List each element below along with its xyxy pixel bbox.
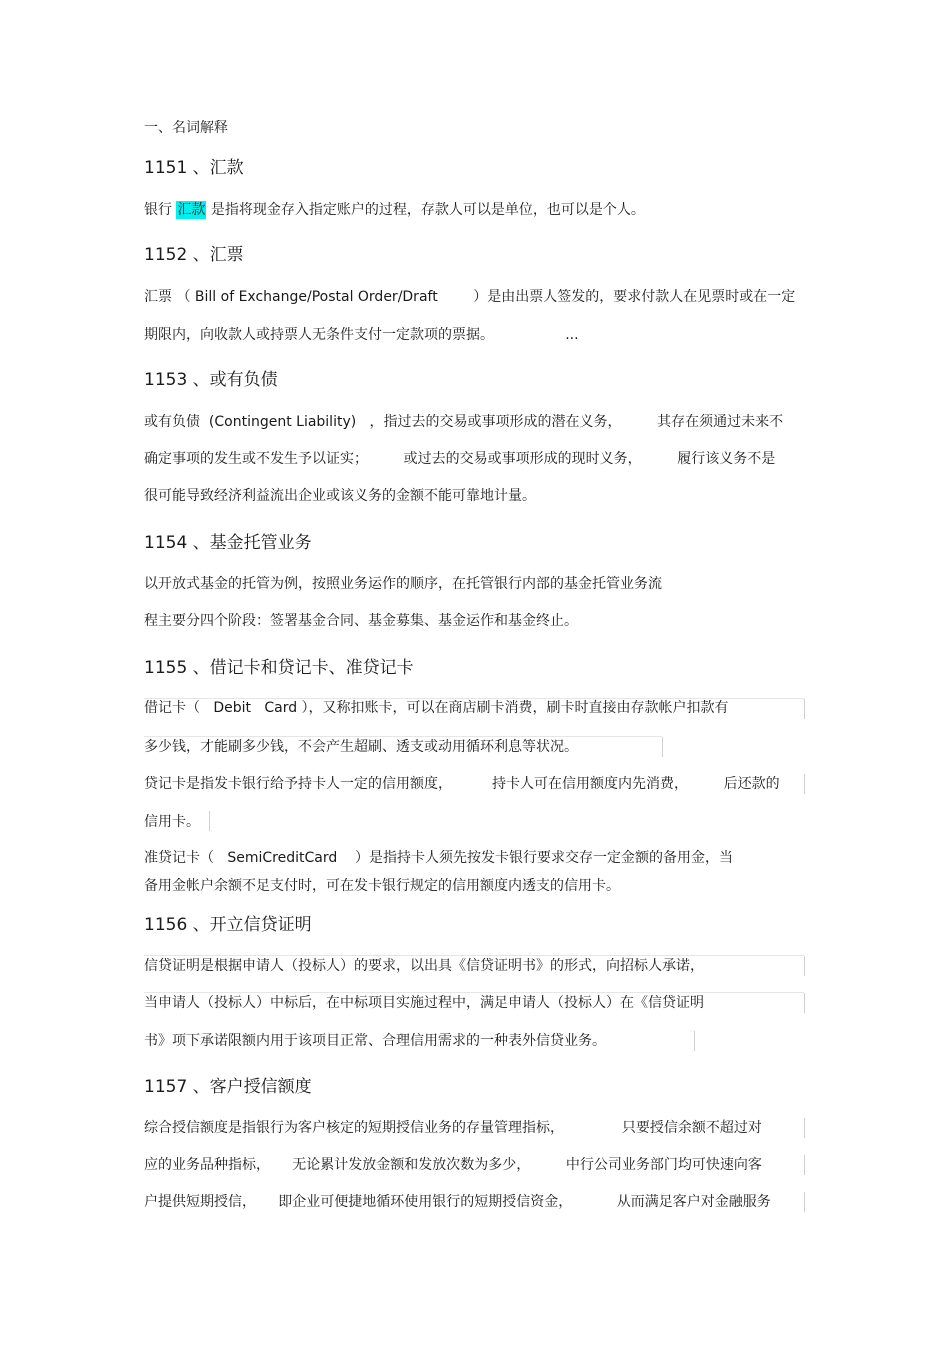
- paragraph-line: 多少钱，才能刷多少钱，不会产生超刷、透支或动用循环利息等状况。: [144, 739, 578, 755]
- paragraph-line: 准贷记卡（ SemiCreditCard ）是指持卡人须先按发卡银行要求交存一定金额的备用金，当: [144, 850, 734, 866]
- paragraph-line: 程主要分四个阶段：签署基金合同、基金募集、基金运作和基金终止。: [144, 613, 578, 629]
- layout-divider: [209, 811, 210, 831]
- entry-heading-1155: 1155 、借记卡和贷记卡、准贷记卡: [144, 658, 414, 678]
- layout-divider: [804, 956, 805, 976]
- paragraph-line: 备用金帐户余额不足支付时，可在发卡银行规定的信用额度内透支的信用卡。: [144, 878, 620, 894]
- entry-heading-1151: 1151 、汇款: [144, 158, 244, 178]
- paragraph-line: 书》项下承诺限额内用于该项目正常、合理信用需求的一种表外信贷业务。: [144, 1033, 606, 1049]
- entry-heading-1156: 1156 、开立信贷证明: [144, 915, 312, 935]
- paragraph-line: 综合授信额度是指银行为客户核定的短期授信业务的存量管理指标， 只要授信余额不超过对: [144, 1120, 762, 1136]
- entry-heading-1152: 1152 、汇票: [144, 245, 244, 265]
- entry-heading-1157: 1157 、客户授信额度: [144, 1077, 312, 1097]
- layout-rule: [144, 992, 804, 993]
- layout-divider: [804, 774, 805, 794]
- layout-rule: [144, 736, 662, 737]
- paragraph-line: 很可能导致经济利益流出企业或该义务的金额不能可靠地计量。: [144, 488, 536, 504]
- layout-divider: [804, 1118, 805, 1138]
- paragraph-line: 期限内，向收款人或持票人无条件支付一定款项的票据。 ...: [144, 327, 579, 343]
- layout-divider: [694, 1031, 695, 1051]
- paragraph-line: 贷记卡是指发卡银行给予持卡人一定的信用额度， 持卡人可在信用额度内先消费， 后还款的: [144, 776, 780, 792]
- layout-divider: [804, 1155, 805, 1175]
- paragraph-line: 或有负债 (Contingent Liability) ，指过去的交易或事项形成的潜在义务， 其存在须通过未来不: [144, 414, 784, 430]
- layout-rule: [144, 955, 804, 956]
- entry-paragraph-1151: [144, 200, 645, 220]
- paragraph-text: 是指将现金存入指定账户的过程，存款人可以是单位，也可以是个人。: [206, 202, 645, 218]
- paragraph-line: 确定事项的发生或不发生予以证实； 或过去的交易或事项形成的现时义务， 履行该义务不是: [144, 451, 776, 467]
- paragraph-line: 汇票 （ Bill of Exchange/Postal Order/Draft ）是由出票人签发的，要求付款人在见票时或在一定: [144, 289, 796, 305]
- paragraph-line: 信用卡。: [144, 814, 200, 830]
- entry-heading-1154: 1154 、基金托管业务: [144, 533, 312, 553]
- entry-heading-1153: 1153 、或有负债: [144, 370, 278, 390]
- section-title: 一、名词解释: [144, 120, 228, 136]
- paragraph-line: 户提供短期授信， 即企业可便捷地循环使用银行的短期授信资金， 从而满足客户对金融服务: [144, 1194, 771, 1210]
- paragraph-line: 当申请人（投标人）中标后，在中标项目实施过程中，满足申请人（投标人）在《信贷证明: [144, 995, 704, 1011]
- highlighted-term: 汇款: [177, 202, 206, 218]
- paragraph-line: 应的业务品种指标， 无论累计发放金额和发放次数为多少， 中行公司业务部门均可快速向客: [144, 1157, 762, 1173]
- paragraph-line: 借记卡（ Debit Card ），又称扣账卡，可以在商店刷卡消费，刷卡时直接由存款帐户扣款有: [144, 700, 729, 716]
- layout-divider: [804, 1192, 805, 1212]
- layout-rule: [144, 698, 804, 699]
- layout-divider: [804, 993, 805, 1013]
- layout-divider: [804, 699, 805, 719]
- paragraph-line: 以开放式基金的托管为例，按照业务运作的顺序，在托管银行内部的基金托管业务流: [144, 576, 662, 592]
- layout-divider: [662, 737, 663, 757]
- paragraph-text: 银行: [144, 202, 177, 218]
- paragraph-line: 信贷证明是根据申请人（投标人）的要求，以出具《信贷证明书》的形式，向招标人承诺，: [144, 958, 704, 974]
